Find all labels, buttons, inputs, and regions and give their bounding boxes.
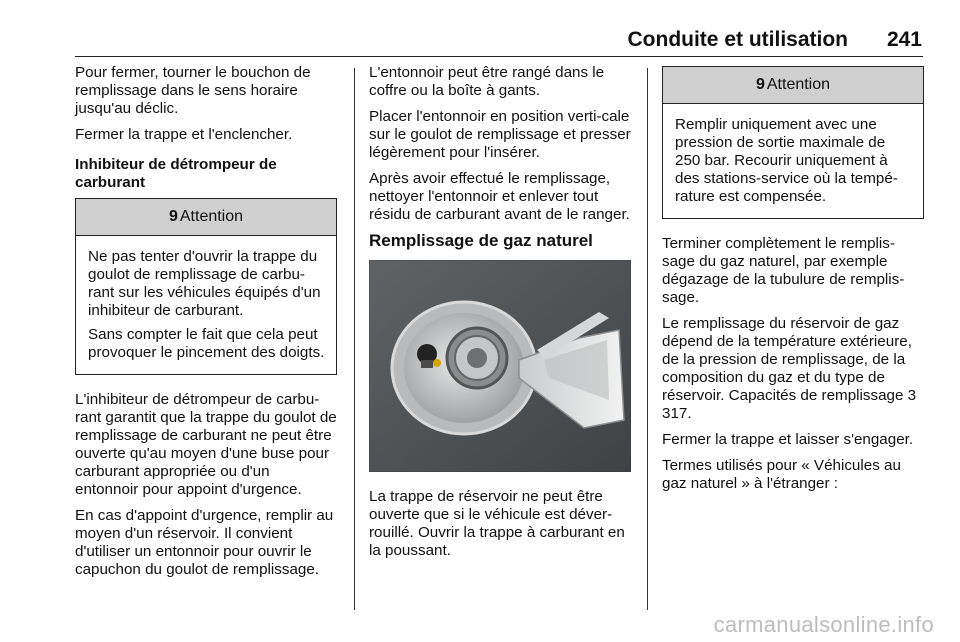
paragraph-close-cap: Pour fermer, tourner le bouchon de remplissage dans le sens horaire jusqu'au déclic. [75, 64, 311, 117]
warning-title: Attention [766, 76, 831, 93]
warning-text-1: Ne pas tenter d'ouvrir la trappe du goulot de remplissage de carbu-rant sur les véhicules équipés d'un inhibiteur de carburant. [88, 248, 321, 319]
column-2 [369, 64, 633, 568]
warning-icon: 9 [168, 208, 178, 225]
paragraph-inhibitor-function: L'inhibiteur de détrompeur de carbu-rant garantit que la trappe du goulot de remplissage de carburant ne peut être ouverte qu'au moyen d'une buse pour carburant appropriée ou d'un entonnoir pour appoint d'urgence. [75, 391, 337, 498]
paragraph-flap-unlock: La trappe de réservoir ne peut être ouverte que si le véhicule est déver-rouillé. Ouvrir la trappe à carburant en la poussant. [369, 488, 625, 559]
warning-box-inhibitor [75, 198, 337, 375]
column-1 [75, 64, 337, 587]
paragraph-funnel-clean: Après avoir effectué le remplissage, nettoyer l'entonnoir et enlever tout résidu de carburant avant de le ranger. [369, 170, 630, 223]
warning-body [663, 104, 923, 218]
warning-title: Attention [179, 208, 244, 225]
warning-text-1: Remplir uniquement avec une pression de sortie maximale de 250 bar. Recourir uniquement à des stations-service où la tempé-rature est compensée. [675, 116, 898, 205]
paragraph-close-flap-engage: Fermer la trappe et laisser s'engager. [662, 431, 914, 448]
paragraph-funnel-storage: L'entonnoir peut être rangé dans le coffre ou la boîte à gants. [369, 64, 605, 99]
paragraph-funnel-insert: Placer l'entonnoir en position verti-cale sur le goulot de remplissage et presser légèrement pour l'insérer. [369, 108, 631, 161]
column-3 [662, 64, 924, 501]
warning-icon: 9 [755, 76, 765, 93]
watermark: carmanualsonline.info [713, 612, 934, 637]
paragraph-emergency-refill: En cas d'appoint d'urgence, remplir au moyen d'un réservoir. Il convient d'utiliser un entonnoir pour ouvrir le capuchon du goulot de remplissage. [75, 507, 334, 578]
page-header [0, 0, 960, 60]
column-divider-1 [354, 68, 355, 610]
paragraph-complete-refill: Terminer complètement le remplis-sage du gaz naturel, par exemple dégazage de la tubulure de remplis-sage. [662, 235, 905, 306]
warning-body [76, 236, 336, 374]
warning-box-pressure [662, 66, 924, 219]
warning-header [663, 67, 923, 104]
section-heading-natural-gas: Remplissage de gaz naturel [369, 231, 593, 250]
warning-text-2: Sans compter le fait que cela peut provoquer le pincement des doigts. [88, 326, 325, 361]
page-title: Conduite et utilisation [627, 28, 848, 51]
paragraph-tank-capacity: Le remplissage du réservoir de gaz dépend de la température extérieure, de la pression de remplissage, de la composition du gaz et du type de réservoir. Capacités de remplissage 3 317. [662, 315, 917, 422]
paragraph-terms-abroad: Termes utilisés pour « Véhicules au gaz naturel » à l'étranger : [662, 457, 901, 492]
column-divider-2 [647, 68, 648, 610]
fuel-filler-cap-photo [369, 260, 631, 472]
page-number: 241 [886, 28, 922, 51]
subheading-misfuel-inhibitor: Inhibiteur de détrompeur de carburant [75, 156, 277, 191]
warning-header [76, 199, 336, 236]
paragraph-close-flap: Fermer la trappe et l'enclencher. [75, 126, 293, 143]
header-rule [75, 56, 923, 57]
